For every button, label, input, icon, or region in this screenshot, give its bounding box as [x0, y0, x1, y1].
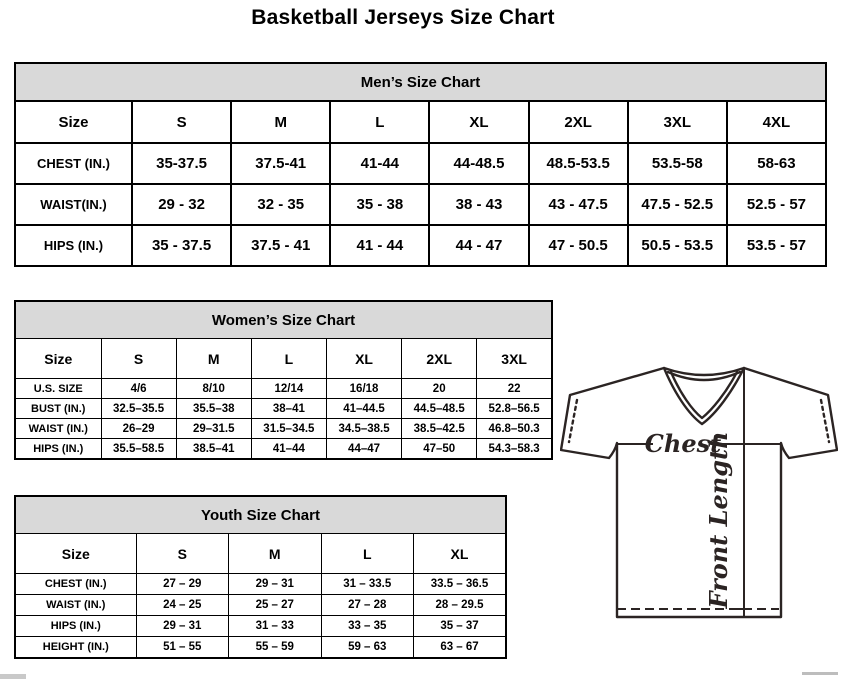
youth-size-value-cell: 33.5 – 36.5 [414, 574, 507, 595]
mens-size-value-cell: 41-44 [330, 143, 429, 184]
youth-row-label: HIPS (IN.) [15, 616, 136, 637]
youth-data-row [15, 595, 506, 616]
youth-size-value-cell: 33 – 35 [321, 616, 414, 637]
youth-size-value-cell: 51 – 55 [136, 637, 229, 659]
chest-label: Chest [644, 429, 722, 458]
mens-size-value-cell: 35 - 37.5 [132, 225, 231, 266]
mens-data-row [15, 225, 826, 266]
mens-row-label: HIPS (IN.) [15, 225, 132, 266]
womens-size-value-cell: 20 [402, 379, 477, 399]
womens-column-header: L [251, 339, 326, 379]
front-length-label: Front Length [704, 431, 733, 609]
page-title: Basketball Jerseys Size Chart [251, 6, 555, 29]
womens-table-title: Women’s Size Chart [15, 301, 552, 339]
mens-column-header: 4XL [727, 101, 826, 143]
womens-size-value-cell: 46.8–50.3 [477, 419, 552, 439]
womens-size-value-cell: 35.5–38 [176, 399, 251, 419]
youth-size-value-cell: 31 – 33.5 [321, 574, 414, 595]
womens-header-band [15, 301, 552, 339]
mens-row-label: WAIST(IN.) [15, 184, 132, 225]
youth-size-table [14, 495, 507, 659]
womens-column-header: XL [326, 339, 401, 379]
youth-column-header: XL [414, 534, 507, 574]
youth-column-header: S [136, 534, 229, 574]
youth-row-label: CHEST (IN.) [15, 574, 136, 595]
mens-size-value-cell: 29 - 32 [132, 184, 231, 225]
womens-size-table [14, 300, 553, 460]
womens-size-value-cell: 44–47 [326, 439, 401, 460]
scrollbar-fragment-right[interactable] [802, 672, 838, 675]
mens-row-label: CHEST (IN.) [15, 143, 132, 184]
womens-size-value-cell: 41–44.5 [326, 399, 401, 419]
mens-column-header: 2XL [529, 101, 628, 143]
scrollbar-fragment-left[interactable] [0, 674, 26, 679]
youth-size-value-cell: 29 – 31 [229, 574, 322, 595]
mens-size-value-cell: 37.5 - 41 [231, 225, 330, 266]
womens-size-value-cell: 4/6 [101, 379, 176, 399]
mens-size-value-cell: 35-37.5 [132, 143, 231, 184]
youth-size-value-cell: 31 – 33 [229, 616, 322, 637]
mens-size-value-cell: 35 - 38 [330, 184, 429, 225]
mens-size-value-cell: 58-63 [727, 143, 826, 184]
womens-size-value-cell: 22 [477, 379, 552, 399]
youth-size-value-cell: 55 – 59 [229, 637, 322, 659]
mens-data-row [15, 184, 826, 225]
womens-size-value-cell: 44.5–48.5 [402, 399, 477, 419]
youth-row-label: WAIST (IN.) [15, 595, 136, 616]
womens-column-header: S [101, 339, 176, 379]
mens-column-header-row [15, 101, 826, 143]
youth-size-value-cell: 27 – 29 [136, 574, 229, 595]
youth-data-row [15, 637, 506, 659]
womens-size-value-cell: 31.5–34.5 [251, 419, 326, 439]
mens-size-value-cell: 44-48.5 [429, 143, 528, 184]
womens-row-label: U.S. SIZE [15, 379, 101, 399]
womens-column-header-row [15, 339, 552, 379]
womens-size-value-cell: 52.8–56.5 [477, 399, 552, 419]
womens-column-header: M [176, 339, 251, 379]
mens-header-band [15, 63, 826, 101]
womens-size-value-cell: 26–29 [101, 419, 176, 439]
youth-column-header: Size [15, 534, 136, 574]
youth-size-value-cell: 29 – 31 [136, 616, 229, 637]
youth-data-row [15, 574, 506, 595]
womens-size-chart-section [14, 300, 553, 460]
mens-column-header: M [231, 101, 330, 143]
youth-size-value-cell: 24 – 25 [136, 595, 229, 616]
womens-size-value-cell: 12/14 [251, 379, 326, 399]
mens-size-value-cell: 41 - 44 [330, 225, 429, 266]
womens-column-header: Size [15, 339, 101, 379]
mens-column-header: 3XL [628, 101, 727, 143]
youth-data-row [15, 616, 506, 637]
womens-data-row [15, 419, 552, 439]
youth-size-value-cell: 59 – 63 [321, 637, 414, 659]
womens-size-value-cell: 29–31.5 [176, 419, 251, 439]
womens-data-row [15, 399, 552, 419]
womens-size-value-cell: 8/10 [176, 379, 251, 399]
mens-size-value-cell: 43 - 47.5 [529, 184, 628, 225]
womens-data-row [15, 439, 552, 460]
womens-size-value-cell: 41–44 [251, 439, 326, 460]
jersey-measurement-diagram [560, 362, 838, 626]
womens-size-value-cell: 32.5–35.5 [101, 399, 176, 419]
mens-size-value-cell: 47.5 - 52.5 [628, 184, 727, 225]
mens-column-header: S [132, 101, 231, 143]
womens-row-label: HIPS (IN.) [15, 439, 101, 460]
womens-size-value-cell: 38.5–42.5 [402, 419, 477, 439]
youth-column-header-row [15, 534, 506, 574]
jersey-outline [561, 368, 837, 617]
youth-column-header: L [321, 534, 414, 574]
youth-table-title: Youth Size Chart [15, 496, 506, 534]
sleeve-stitch-right-icon [821, 400, 829, 442]
womens-size-value-cell: 34.5–38.5 [326, 419, 401, 439]
womens-size-value-cell: 35.5–58.5 [101, 439, 176, 460]
womens-size-value-cell: 16/18 [326, 379, 401, 399]
youth-size-value-cell: 27 – 28 [321, 595, 414, 616]
mens-size-value-cell: 52.5 - 57 [727, 184, 826, 225]
youth-size-value-cell: 25 – 27 [229, 595, 322, 616]
womens-size-value-cell: 38.5–41 [176, 439, 251, 460]
mens-column-header: L [330, 101, 429, 143]
youth-size-chart-section [14, 495, 507, 659]
mens-size-chart-section [14, 62, 827, 267]
youth-header-band [15, 496, 506, 534]
womens-size-value-cell: 38–41 [251, 399, 326, 419]
youth-row-label: HEIGHT (IN.) [15, 637, 136, 659]
mens-column-header: XL [429, 101, 528, 143]
youth-size-value-cell: 63 – 67 [414, 637, 507, 659]
mens-table-title: Men’s Size Chart [15, 63, 826, 101]
youth-size-value-cell: 35 – 37 [414, 616, 507, 637]
womens-row-label: BUST (IN.) [15, 399, 101, 419]
womens-column-header: 2XL [402, 339, 477, 379]
womens-size-value-cell: 47–50 [402, 439, 477, 460]
sleeve-stitch-left-icon [569, 400, 577, 442]
mens-size-value-cell: 47 - 50.5 [529, 225, 628, 266]
mens-column-header: Size [15, 101, 132, 143]
mens-size-value-cell: 38 - 43 [429, 184, 528, 225]
womens-size-value-cell: 54.3–58.3 [477, 439, 552, 460]
womens-row-label: WAIST (IN.) [15, 419, 101, 439]
mens-size-value-cell: 44 - 47 [429, 225, 528, 266]
womens-data-row [15, 379, 552, 399]
youth-column-header: M [229, 534, 322, 574]
mens-size-value-cell: 37.5-41 [231, 143, 330, 184]
mens-size-value-cell: 53.5-58 [628, 143, 727, 184]
mens-size-value-cell: 48.5-53.5 [529, 143, 628, 184]
womens-column-header: 3XL [477, 339, 552, 379]
mens-size-value-cell: 32 - 35 [231, 184, 330, 225]
youth-size-value-cell: 28 – 29.5 [414, 595, 507, 616]
mens-size-value-cell: 50.5 - 53.5 [628, 225, 727, 266]
mens-data-row [15, 143, 826, 184]
mens-size-table [14, 62, 827, 267]
mens-size-value-cell: 53.5 - 57 [727, 225, 826, 266]
